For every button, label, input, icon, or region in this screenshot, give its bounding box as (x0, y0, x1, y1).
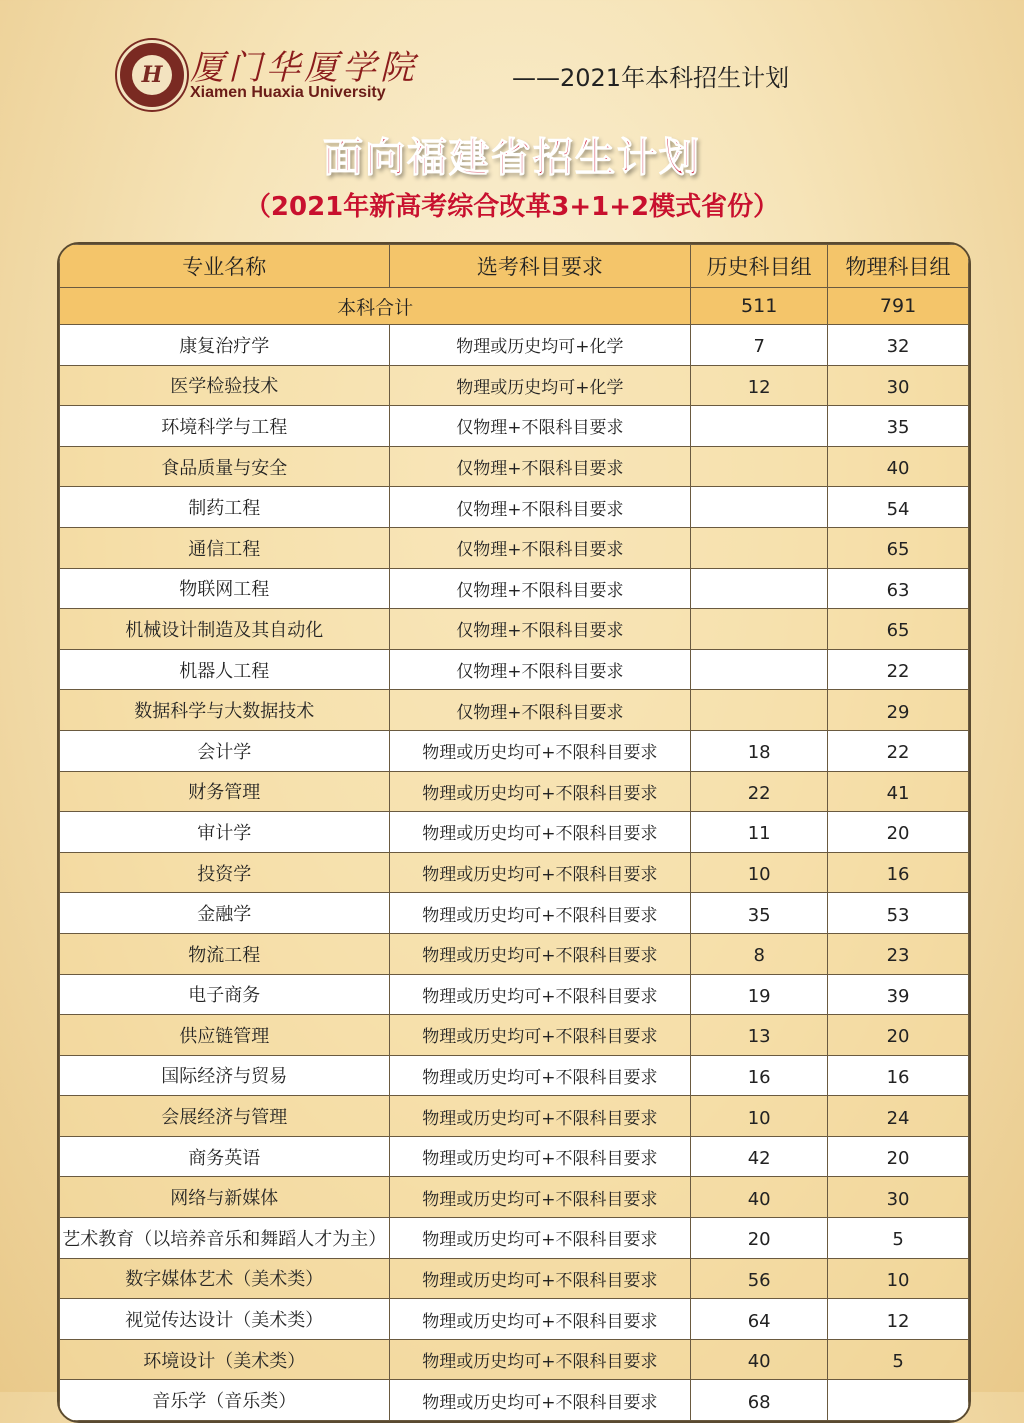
major-cell: 商务英语 (60, 1136, 390, 1177)
table-row (60, 1299, 969, 1340)
requirement-cell: 物理或历史均可+不限科目要求 (389, 771, 691, 812)
table-row (60, 1136, 969, 1177)
major-cell: 数据科学与大数据技术 (60, 690, 390, 731)
requirement-cell: 仅物理+不限科目要求 (389, 609, 691, 650)
history-count: 10 (691, 1096, 828, 1137)
requirement-cell: 物理或历史均可+不限科目要求 (389, 893, 691, 934)
major-cell: 国际经济与贸易 (60, 1055, 390, 1096)
header-major: 专业名称 (60, 245, 390, 288)
requirement-cell: 物理或历史均可+不限科目要求 (389, 852, 691, 893)
physics-count: 20 (828, 1015, 969, 1056)
history-count (691, 649, 828, 690)
major-cell: 网络与新媒体 (60, 1177, 390, 1218)
history-count (691, 527, 828, 568)
requirement-cell: 物理或历史均可+不限科目要求 (389, 1136, 691, 1177)
table-row (60, 1177, 969, 1218)
table-row (60, 1339, 969, 1380)
requirement-cell: 物理或历史均可+化学 (389, 365, 691, 406)
table-row (60, 1218, 969, 1259)
history-count: 68 (691, 1380, 828, 1421)
physics-count: 10 (828, 1258, 969, 1299)
major-cell: 会计学 (60, 730, 390, 771)
major-cell: 审计学 (60, 812, 390, 853)
requirement-cell: 仅物理+不限科目要求 (389, 690, 691, 731)
physics-count: 24 (828, 1096, 969, 1137)
table-row (60, 406, 969, 447)
page-title: 面向福建省招生计划 (323, 135, 701, 181)
major-cell: 财务管理 (60, 771, 390, 812)
physics-count: 23 (828, 933, 969, 974)
table-row (60, 771, 969, 812)
history-count (691, 568, 828, 609)
requirement-cell: 仅物理+不限科目要求 (389, 487, 691, 528)
history-count: 40 (691, 1339, 828, 1380)
physics-count: 5 (828, 1218, 969, 1259)
physics-count: 65 (828, 527, 969, 568)
history-count: 42 (691, 1136, 828, 1177)
university-logo (117, 40, 187, 110)
table-row (60, 933, 969, 974)
history-count: 11 (691, 812, 828, 853)
physics-count: 35 (828, 406, 969, 447)
table-row (60, 487, 969, 528)
major-cell: 通信工程 (60, 527, 390, 568)
history-count (691, 406, 828, 447)
history-count: 22 (691, 771, 828, 812)
history-count: 20 (691, 1218, 828, 1259)
major-cell: 视觉传达设计（美术类） (60, 1299, 390, 1340)
table-row (60, 1380, 969, 1421)
major-cell: 环境科学与工程 (60, 406, 390, 447)
history-count: 10 (691, 852, 828, 893)
requirement-cell: 物理或历史均可+不限科目要求 (389, 1339, 691, 1380)
physics-count: 30 (828, 1177, 969, 1218)
major-cell: 机器人工程 (60, 649, 390, 690)
requirement-cell: 物理或历史均可+不限科目要求 (389, 1015, 691, 1056)
major-cell: 物联网工程 (60, 568, 390, 609)
requirement-cell: 仅物理+不限科目要求 (389, 649, 691, 690)
major-cell: 金融学 (60, 893, 390, 934)
physics-count: 39 (828, 974, 969, 1015)
requirement-cell: 物理或历史均可+不限科目要求 (389, 812, 691, 853)
table-header (60, 245, 969, 288)
requirement-cell: 物理或历史均可+不限科目要求 (389, 1096, 691, 1137)
major-cell: 会展经济与管理 (60, 1096, 390, 1137)
physics-count: 32 (828, 325, 969, 366)
physics-count: 29 (828, 690, 969, 731)
table-row (60, 1015, 969, 1056)
major-cell: 数字媒体艺术（美术类） (60, 1258, 390, 1299)
table-row (60, 649, 969, 690)
history-count: 7 (691, 325, 828, 366)
history-count: 12 (691, 365, 828, 406)
physics-count: 53 (828, 893, 969, 934)
header-physics: 物理科目组 (828, 245, 969, 288)
physics-count: 65 (828, 609, 969, 650)
major-cell: 机械设计制造及其自动化 (60, 609, 390, 650)
table-row (60, 852, 969, 893)
enrollment-table (57, 242, 971, 1423)
requirement-cell: 物理或历史均可+不限科目要求 (389, 933, 691, 974)
table-row (60, 527, 969, 568)
table-row (60, 1258, 969, 1299)
table-row (60, 325, 969, 366)
logo-mark: H (132, 55, 172, 95)
table-row (60, 609, 969, 650)
total-row (60, 288, 969, 325)
history-count: 8 (691, 933, 828, 974)
requirement-cell: 仅物理+不限科目要求 (389, 446, 691, 487)
requirement-cell: 物理或历史均可+不限科目要求 (389, 974, 691, 1015)
table-row (60, 1096, 969, 1137)
table-row (60, 893, 969, 934)
major-cell: 电子商务 (60, 974, 390, 1015)
table-row (60, 690, 969, 731)
history-count: 18 (691, 730, 828, 771)
history-count (691, 690, 828, 731)
total-label: 本科合计 (60, 288, 691, 325)
total-history: 511 (691, 288, 828, 325)
major-cell: 物流工程 (60, 933, 390, 974)
major-cell: 医学检验技术 (60, 365, 390, 406)
physics-count: 16 (828, 1055, 969, 1096)
requirement-cell: 物理或历史均可+不限科目要求 (389, 730, 691, 771)
major-cell: 供应链管理 (60, 1015, 390, 1056)
history-count: 19 (691, 974, 828, 1015)
physics-count: 5 (828, 1339, 969, 1380)
physics-count: 30 (828, 365, 969, 406)
physics-count: 16 (828, 852, 969, 893)
table-row (60, 446, 969, 487)
table-row (60, 812, 969, 853)
history-count: 35 (691, 893, 828, 934)
history-count: 13 (691, 1015, 828, 1056)
major-cell: 制药工程 (60, 487, 390, 528)
requirement-cell: 仅物理+不限科目要求 (389, 406, 691, 447)
history-count (691, 487, 828, 528)
physics-count: 54 (828, 487, 969, 528)
physics-count: 12 (828, 1299, 969, 1340)
total-physics: 791 (828, 288, 969, 325)
page-subtitle: （2021年新高考综合改革3+1+2模式省份） (244, 192, 780, 222)
table-row (60, 1055, 969, 1096)
university-name-en: Xiamen Huaxia University (190, 84, 386, 101)
history-count: 56 (691, 1258, 828, 1299)
table-row (60, 730, 969, 771)
physics-count: 22 (828, 649, 969, 690)
major-cell: 康复治疗学 (60, 325, 390, 366)
physics-count: 63 (828, 568, 969, 609)
plan-label: ——2021年本科招生计划 (512, 64, 790, 92)
physics-count: 20 (828, 812, 969, 853)
requirement-cell: 物理或历史均可+不限科目要求 (389, 1299, 691, 1340)
major-cell: 艺术教育（以培养音乐和舞蹈人才为主） (60, 1218, 390, 1259)
major-cell: 环境设计（美术类） (60, 1339, 390, 1380)
table-row (60, 974, 969, 1015)
history-count (691, 609, 828, 650)
table-row (60, 365, 969, 406)
requirement-cell: 物理或历史均可+不限科目要求 (389, 1177, 691, 1218)
physics-count: 22 (828, 730, 969, 771)
major-cell: 投资学 (60, 852, 390, 893)
requirement-cell: 物理或历史均可+化学 (389, 325, 691, 366)
physics-count: 41 (828, 771, 969, 812)
requirement-cell: 物理或历史均可+不限科目要求 (389, 1055, 691, 1096)
requirement-cell: 物理或历史均可+不限科目要求 (389, 1258, 691, 1299)
requirement-cell: 仅物理+不限科目要求 (389, 527, 691, 568)
university-name-cn: 厦门华厦学院 (190, 48, 418, 88)
table-row (60, 568, 969, 609)
header-requirement: 选考科目要求 (389, 245, 691, 288)
history-count: 16 (691, 1055, 828, 1096)
physics-count: 20 (828, 1136, 969, 1177)
requirement-cell: 物理或历史均可+不限科目要求 (389, 1380, 691, 1421)
physics-count: 40 (828, 446, 969, 487)
major-cell: 音乐学（音乐类） (60, 1380, 390, 1421)
requirement-cell: 仅物理+不限科目要求 (389, 568, 691, 609)
major-cell: 食品质量与安全 (60, 446, 390, 487)
physics-count (828, 1380, 969, 1421)
history-count (691, 446, 828, 487)
requirement-cell: 物理或历史均可+不限科目要求 (389, 1218, 691, 1259)
header-history: 历史科目组 (691, 245, 828, 288)
history-count: 64 (691, 1299, 828, 1340)
history-count: 40 (691, 1177, 828, 1218)
